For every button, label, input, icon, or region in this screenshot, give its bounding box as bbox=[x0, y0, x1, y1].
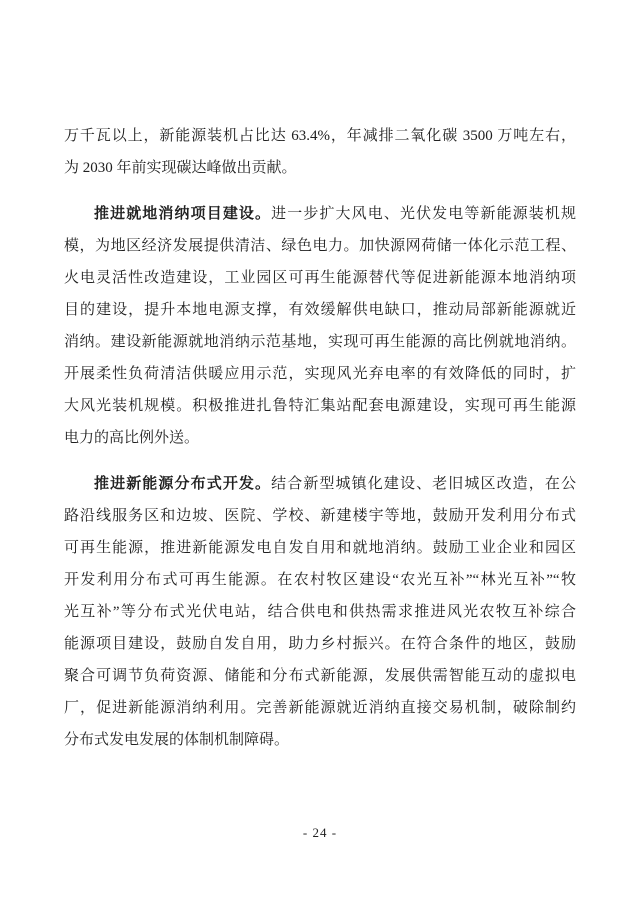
body-text: 可再生能源，推进新能源发电自发自用和就地消纳。鼓励工业企业和园区 bbox=[64, 540, 576, 556]
text-line bbox=[64, 628, 576, 660]
paragraph bbox=[64, 120, 576, 184]
document-body bbox=[64, 120, 576, 756]
paragraph bbox=[64, 198, 576, 454]
body-text: 结合新型城镇化建设、老旧城区改造，在公 bbox=[271, 476, 576, 492]
body-text: 为 2030 年前实现碳达峰做出贡献。 bbox=[64, 160, 297, 176]
text-line bbox=[64, 294, 576, 326]
body-text: 聚合可调节负荷资源、储能和分布式新能源，发展供需智能互动的虚拟电 bbox=[64, 668, 576, 684]
page-footer bbox=[0, 825, 640, 841]
text-line bbox=[64, 724, 576, 756]
body-text: 电力的高比例外送。 bbox=[64, 430, 200, 446]
text-line bbox=[64, 596, 576, 628]
body-text: 开发利用分布式可再生能源。在农村牧区建设“农光互补”“林光互补”“牧 bbox=[64, 572, 576, 588]
text-line bbox=[64, 152, 576, 184]
body-text: 开展柔性负荷清洁供暖应用示范，实现风光弃电率的有效降低的同时，扩 bbox=[64, 366, 576, 382]
body-text: 大风光装机规模。积极推进扎鲁特汇集站配套电源建设，实现可再生能源 bbox=[64, 398, 576, 414]
body-text: 路沿线服务区和边坡、医院、学校、新建楼宇等地，鼓励开发利用分布式 bbox=[64, 508, 576, 524]
text-line bbox=[64, 532, 576, 564]
text-line bbox=[64, 660, 576, 692]
text-line bbox=[64, 120, 576, 152]
paragraph bbox=[64, 468, 576, 756]
bold-lead-text: 推进就地消纳项目建设。 bbox=[94, 206, 272, 222]
text-line bbox=[64, 564, 576, 596]
body-text: 火电灵活性改造建设，工业园区可再生能源替代等促进新能源本地消纳项 bbox=[64, 270, 576, 286]
text-line bbox=[64, 422, 576, 454]
body-text: 消纳。建设新能源就地消纳示范基地，实现可再生能源的高比例就地消纳。 bbox=[64, 334, 576, 350]
text-line bbox=[64, 692, 576, 724]
body-text: 分布式发电发展的体制机制障碍。 bbox=[64, 732, 290, 748]
body-text: 万千瓦以上，新能源装机占比达 63.4%，年减排二氧化碳 3500 万吨左右， bbox=[64, 128, 576, 144]
text-line bbox=[64, 468, 576, 500]
text-line bbox=[64, 358, 576, 390]
body-text: 进一步扩大风电、光伏发电等新能源装机规 bbox=[271, 206, 576, 222]
bold-lead-text: 推进新能源分布式开发。 bbox=[94, 476, 272, 492]
page-number: - 24 - bbox=[302, 825, 338, 840]
body-text: 模，为地区经济发展提供清洁、绿色电力。加快源网荷储一体化示范工程、 bbox=[64, 238, 576, 254]
body-text: 能源项目建设，鼓励自发自用，助力乡村振兴。在符合条件的地区，鼓励 bbox=[64, 636, 576, 652]
text-line bbox=[64, 326, 576, 358]
text-line bbox=[64, 500, 576, 532]
text-line bbox=[64, 230, 576, 262]
body-text: 目的建设，提升本地电源支撑，有效缓解供电缺口，推动局部新能源就近 bbox=[64, 302, 576, 318]
text-line bbox=[64, 198, 576, 230]
body-text: 光互补”等分布式光伏电站，结合供电和供热需求推进风光农牧互补综合 bbox=[64, 604, 576, 620]
text-line bbox=[64, 262, 576, 294]
text-line bbox=[64, 390, 576, 422]
body-text: 厂，促进新能源消纳利用。完善新能源就近消纳直接交易机制，破除制约 bbox=[64, 700, 576, 716]
